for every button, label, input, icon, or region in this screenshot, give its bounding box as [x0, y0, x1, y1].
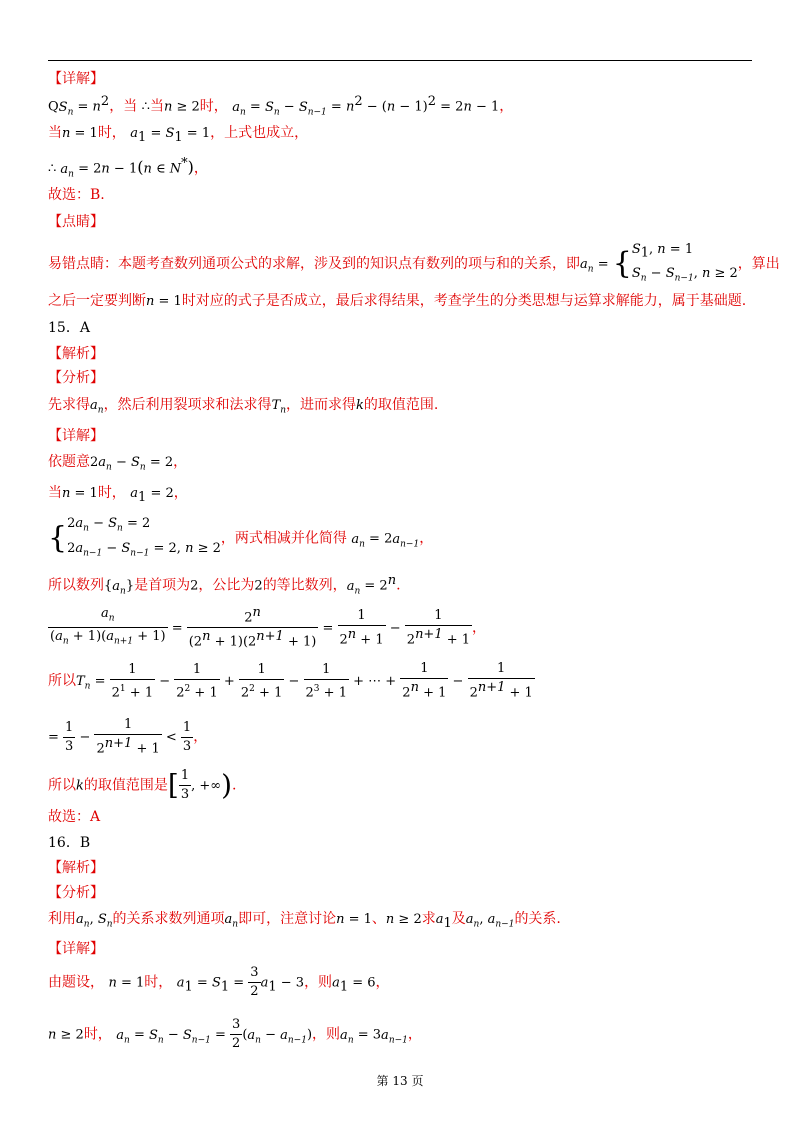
answer-16: 16．B [48, 835, 91, 851]
detail-15-4: 所以数列$\{a_n\}$是首项为2，公比为2的等比数列，$a_n = 2^n$. [48, 573, 401, 597]
page-footer: 第 13 页 [376, 1074, 424, 1088]
detail-15-7: = $\frac{1}{3}$ − $\frac{1}{2^{n+1} + 1}$ < $\frac{1}{3}$ ， [48, 717, 208, 757]
detail-heading-14: 【详解】 [48, 71, 104, 87]
detail-heading-15: 【详解】 [48, 428, 104, 444]
fenxi-line-15: 先求得$a_n$，然后利用裂项求和法求得$T_n$，进而求得k的取值范围. [48, 397, 439, 416]
solution-line-14-2: 当n = 1时， $a_1 = S_1 = 1$，上式也成立， [48, 125, 309, 145]
solution-line-14-1: $QS_n = n^2$，当 ∴当n ≥ 2时， $a_n = S_n - S_{n-1} = n^2 - (n - 1)^2 = 2n - 1$， [48, 94, 514, 118]
tip-line-2: 之后一定要判断n = 1时对应的式子是否成立，最后求得结果，考查学生的分类思想与运算求解能力，属于基础题. [48, 293, 747, 309]
detail-15-2: 当n = 1时， $a_1 = 2$， [48, 485, 188, 505]
fenxi-heading-15: 【分析】 [48, 370, 104, 386]
detail-15-1: 依题意$2a_n - S_n = 2$， [48, 454, 188, 473]
analysis-heading-15: 【解析】 [48, 346, 104, 362]
choice-15: 故选：A [48, 809, 101, 825]
tip-line-1: 易错点睛：本题考查数列通项公式的求解，涉及到的知识点有数列的项与和的关系，即$a_n$ = { $S_1$, n = 1 $S_n - S_{n-1}$, n ≥ 2 ，算出 [48, 242, 780, 284]
solution-line-14-3: ∴ $a_n = 2n - 1(n$ ∈ N*)， [48, 156, 208, 180]
detail-16-1: 由题设， n = 1时， $a_1 = S_1$ = $\frac{3}{2}$ $a_1 - 3$，则$a_1 = 6$， [48, 965, 390, 999]
detail-15-8: 所以k的取值范围是[ $\frac{1}{3}$ , +∞). [48, 768, 237, 802]
detail-15-6: 所以$T_n$ = $\frac{1}{2^1 + 1}$ − $\frac{1}{2^2 + 1}$ + $\frac{1}{2^2 + 1}$ − $\frac{1}{2^3 + 1}$ + ⋯ + $\frac{1}{2^n + 1}$ − $\frac{1}{2^{n+1} + 1}$ [48, 661, 533, 701]
fenxi-heading-16: 【分析】 [48, 885, 104, 901]
detail-heading-16: 【详解】 [48, 941, 104, 957]
detail-15-5: $\frac{a_n}{(a_n + 1)(a_{n+1} + 1)}$ = $\frac{2^n}{(2^n + 1)(2^{n+1} + 1)}$ = $\frac{1}{2^n + 1}$ − $\frac{1}{2^{n+1} + 1}$ ， [50, 605, 487, 650]
analysis-heading-16: 【解析】 [48, 860, 104, 876]
answer-15: 15．A [48, 320, 90, 336]
dianjing-heading: 【点睛】 [48, 214, 104, 230]
detail-15-3: { $2a_n - S_n = 2$ $2a_{n-1} - S_{n-1} = 2$, n ≥ 2 ，两式相减并化简得 $a_n = 2a_{n-1}$， [48, 516, 434, 559]
fenxi-line-16: 利用$a_n$, $S_n$的关系求数列通项$a_n$即可，注意讨论n = 1、n ≥ 2求$a_1$及$a_n$, $a_{n-1}$的关系. [48, 911, 561, 931]
choice-14: 故选：B. [48, 187, 105, 203]
detail-16-2: n ≥ 2时， $a_n = S_n - S_{n-1}$ = $\frac{3}{2}$ $(a_n - a_{n-1})$，则$a_n = 3a_{n-1}$， [48, 1017, 422, 1051]
header-rule [48, 60, 752, 61]
